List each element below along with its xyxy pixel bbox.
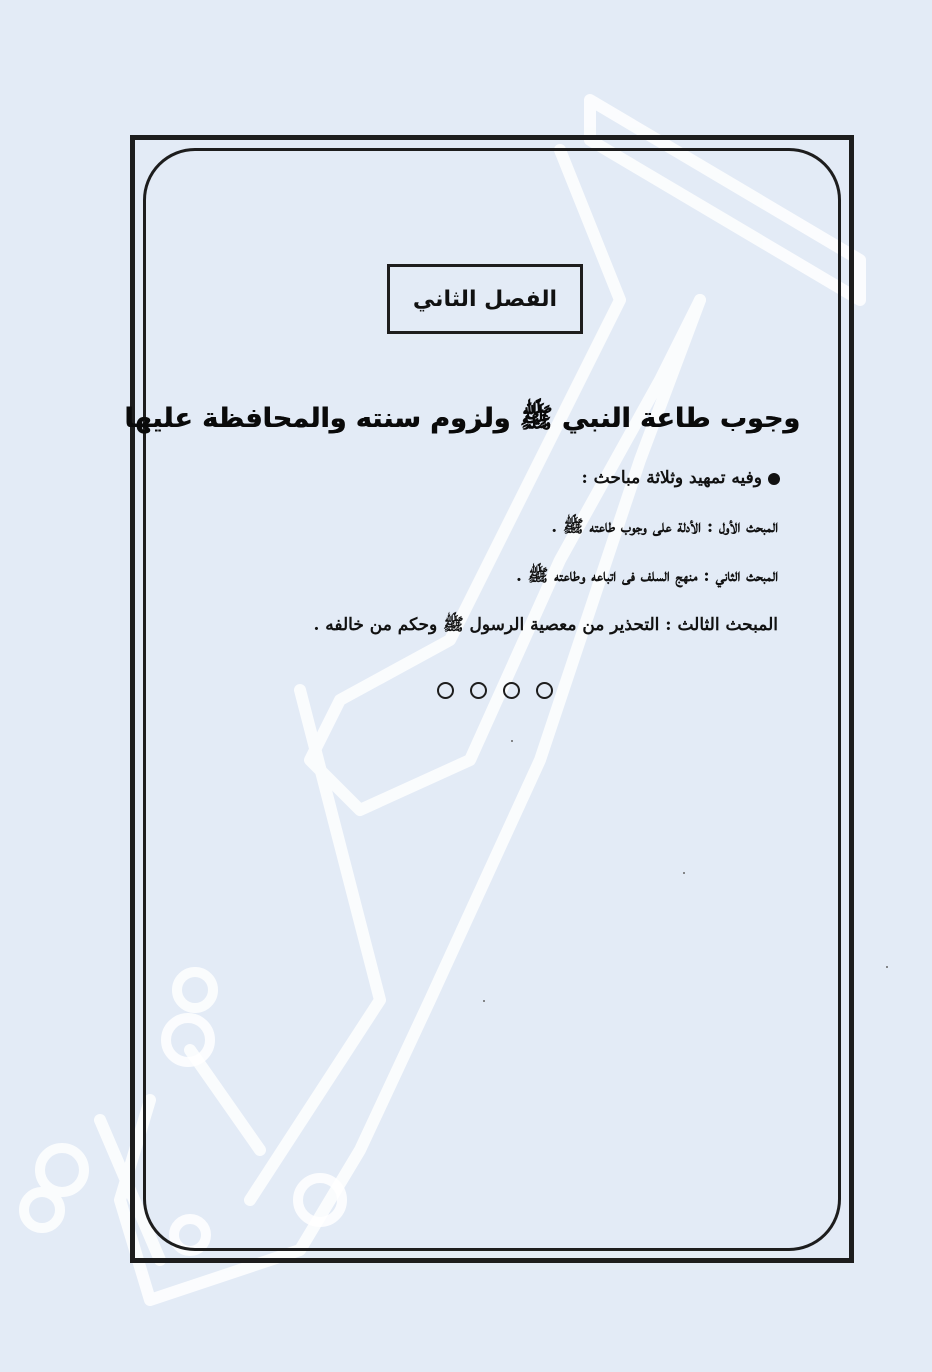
circle-icon <box>503 682 520 699</box>
bullet-icon <box>768 473 780 485</box>
scan-speck <box>886 966 888 968</box>
chapter-heading-box <box>387 264 583 334</box>
circle-icon <box>536 682 553 699</box>
circle-icon <box>437 682 454 699</box>
chapter-title: وجوب طاعة النبي ﷺ ولزوم سنته والمحافظة عليها <box>124 403 800 434</box>
circle-icon <box>470 682 487 699</box>
chapter-heading: الفصل الثاني <box>412 286 558 312</box>
intro-text: وفيه تمهيد وثلاثة مباحث : <box>581 468 762 488</box>
divider-ornament <box>437 678 553 702</box>
section-item: المبحث الثاني : منهج السلف فى اتباعه وطاعته ﷺ . <box>515 566 778 586</box>
intro-line <box>250 460 780 496</box>
section-item: المبحث الأول : الأدلة على وجوب طاعته ﷺ . <box>551 517 778 537</box>
section-item: المبحث الثالث : التحذير من معصية الرسول ﷺ وحكم من خالفه . <box>313 615 778 635</box>
